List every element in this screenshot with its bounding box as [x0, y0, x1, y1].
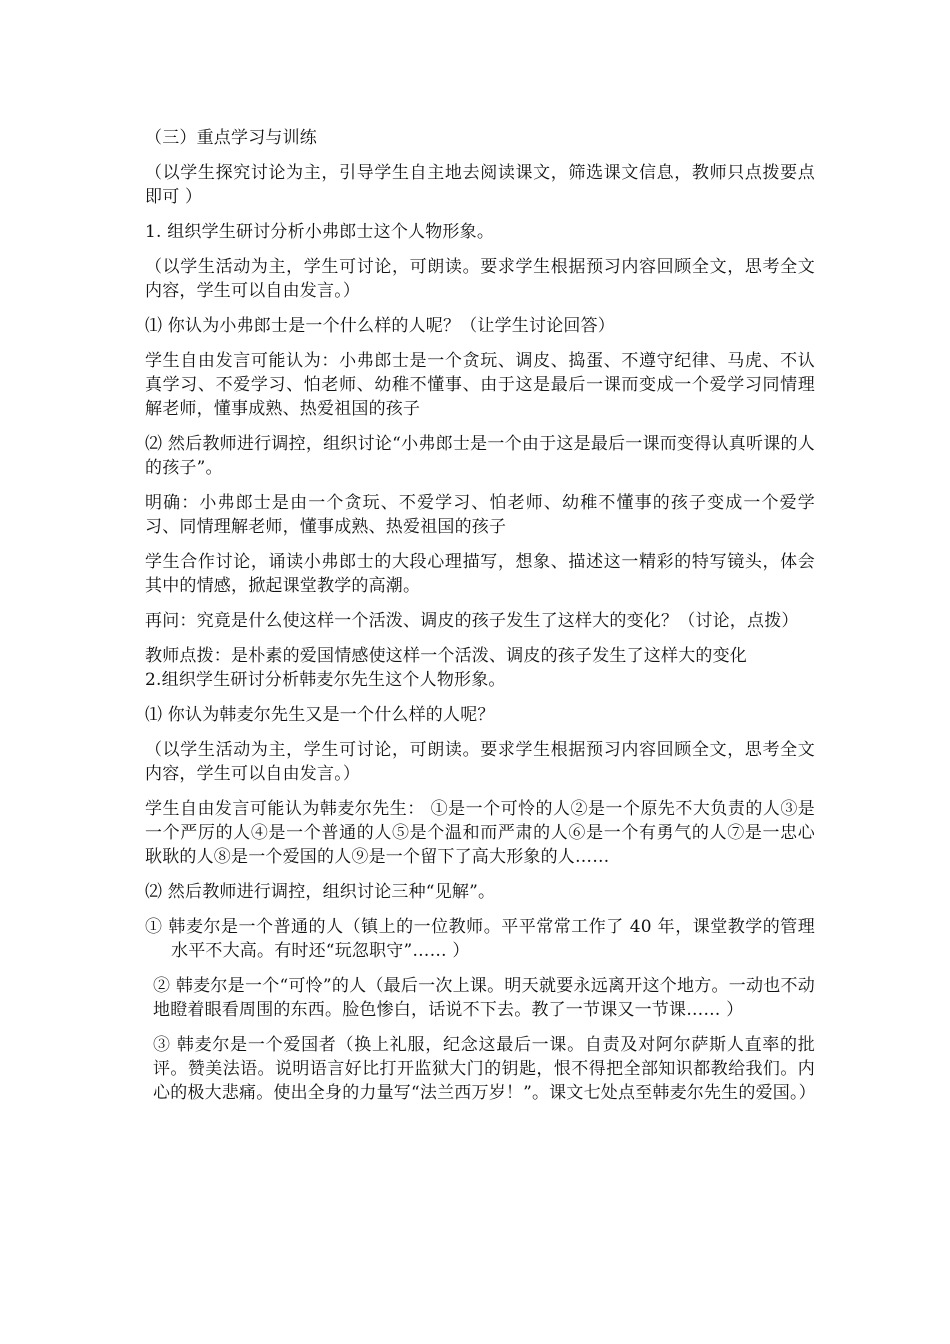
clarification: 明确：小弗郎士是由一个贪玩、不爱学习、怕老师、幼稚不懂事的孩子变成一个爱学习、同情理解老师，懂事成熟、热爱祖国的孩子 — [145, 493, 815, 537]
question-1: ⑴ 你认为小弗郎士是一个什么样的人呢？（让学生讨论回答） — [145, 316, 616, 336]
view-3: ③ 韩麦尔是一个爱国者（换上礼服，纪念这最后一课。自责及对阿尔萨斯人直率的批评。赞美法语。说明语言好比打开监狱大门的钥匙，恨不得把全部知识都教给我们。内心的极大悲痛。使出全身的力量写“法兰西万岁！”。课文七处点至韩麦尔先生的爱国。） — [153, 1035, 816, 1103]
teacher-hint: 教师点拨：是朴素的爱国情感使这样一个活泼、调皮的孩子发生了这样大的变化 — [145, 646, 747, 666]
question-2: ⑴ 你认为韩麦尔先生又是一个什么样的人呢？ — [145, 705, 495, 725]
teacher-control-1: ⑵ 然后教师进行调控，组织讨论“小弗郎士是一个由于这是最后一课而变得认真听课的人的孩子”。 — [145, 434, 815, 478]
view-2: ② 韩麦尔是一个“可怜”的人（最后一次上课。明天就要永远离开这个地方。一动也不动地瞪着眼看周围的东西。脸色惨白，话说不下去。教了一节课又一节课…… ） — [153, 976, 815, 1020]
teacher-control-2: ⑵ 然后教师进行调控，组织讨论三种“见解”。 — [145, 882, 496, 902]
activity-note-2: （以学生活动为主，学生可讨论，可朗读。要求学生根据预习内容回顾全文，思考全文内容，学生可以自由发言。） — [145, 740, 815, 784]
student-answers-1: 学生自由发言可能认为：小弗郎士是一个贪玩、调皮、捣蛋、不遵守纪律、马虎、不认真学习、不爱学习、怕老师、幼稚不懂事、由于这是最后一课而变成一个爱学习同情理解老师，懂事成熟、热爱祖国的孩子 — [145, 351, 815, 419]
document-body — [145, 126, 815, 1116]
view-1: ① 韩麦尔是一个普通的人（镇上的一位教师。平平常常工作了 40 年，课堂教学的管理水平不大高。有时还“玩忽职守”…… ） — [145, 917, 815, 961]
section-heading: （三）重点学习与训练 — [145, 128, 317, 148]
activity-note-1: （以学生活动为主，学生可讨论，可朗读。要求学生根据预习内容回顾全文，思考全文内容，学生可以自由发言。） — [145, 257, 815, 301]
task-1-heading: 1. 组织学生研讨分析小弗郎士这个人物形象。 — [145, 222, 495, 242]
teaching-note: （以学生探究讨论为主，引导学生自主地去阅读课文，筛选课文信息，教师只点拨要点即可 ） — [145, 163, 815, 207]
cooperative-discussion: 学生合作讨论，诵读小弗郎士的大段心理描写，想象、描述这一精彩的特写镜头，体会其中的情感，掀起课堂教学的高潮。 — [145, 552, 815, 596]
student-answers-2: 学生自由发言可能认为韩麦尔先生： ①是一个可怜的人②是一个原先不大负责的人③是一个严厉的人④是一个普通的人⑤是个温和而严肃的人⑥是一个有勇气的人⑦是一忠心耿耿的人⑧是一个爱国的人⑨是一个留下了高大形象的人…… — [145, 799, 815, 867]
task-2-heading: 2.组织学生研讨分析韩麦尔先生这个人物形象。 — [145, 670, 506, 690]
follow-up-question: 再问：究竟是什么使这样一个活泼、调皮的孩子发生了这样大的变化？（讨论，点拨） — [145, 611, 799, 631]
